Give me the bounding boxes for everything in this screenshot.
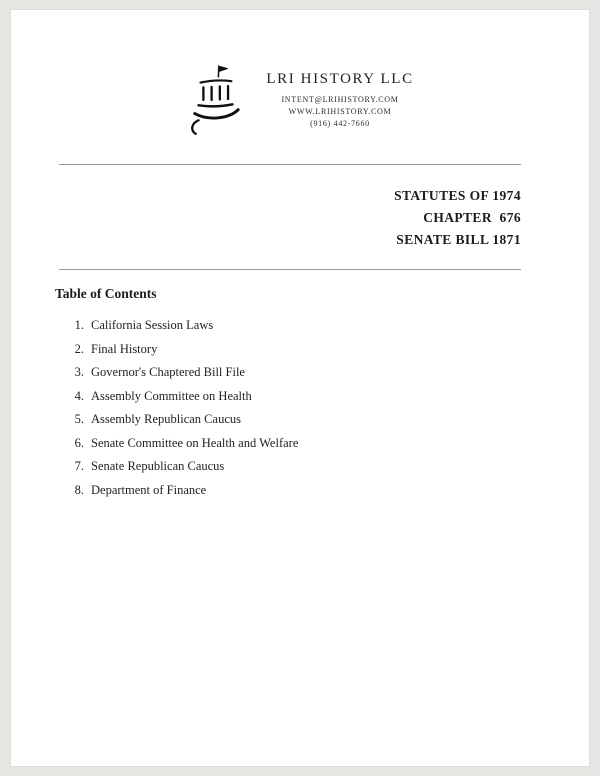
- toc-item: [70, 479, 589, 503]
- toc-item-number: 2.: [74, 341, 84, 356]
- toc-item-number: 7.: [74, 459, 84, 473]
- toc-item-label: Senate Republican Caucus: [91, 459, 225, 473]
- toc-item: [70, 361, 589, 385]
- toc-item: [70, 455, 589, 479]
- horizontal-rule-top: [59, 164, 521, 165]
- document-page: [11, 10, 589, 766]
- case-reference-block: [11, 185, 589, 251]
- toc-item: [70, 408, 589, 432]
- toc-item-label: Assembly Committee on Health: [91, 388, 252, 403]
- letterhead: [11, 62, 589, 138]
- toc-item-label: Senate Committee on Health and Welfare: [91, 435, 299, 450]
- toc-list: [70, 314, 589, 502]
- company-phone: (916) 442-7660: [310, 118, 370, 128]
- company-name: LRI HISTORY LLC: [266, 70, 414, 87]
- toc-item-number: 4.: [74, 388, 84, 403]
- toc-item-label: Assembly Republican Caucus: [91, 412, 241, 426]
- statutes-line: STATUTES OF 1974: [394, 188, 521, 203]
- chapter-line: CHAPTER 676: [423, 210, 521, 225]
- toc-item-label: Department of Finance: [91, 482, 207, 497]
- toc-item: [70, 432, 589, 456]
- company-email: INTENT@LRIHISTORY.COM: [281, 94, 399, 104]
- capitol-logo-icon: [186, 62, 244, 138]
- horizontal-rule-bottom: [59, 269, 521, 270]
- toc-item-number: 6.: [74, 435, 84, 450]
- toc-item-number: 5.: [74, 412, 84, 426]
- toc-item-label: Final History: [91, 341, 158, 356]
- company-website: WWW.LRIHISTORY.COM: [288, 106, 392, 116]
- toc-heading: Table of Contents: [55, 286, 157, 301]
- toc-item-number: 8.: [74, 482, 84, 497]
- toc-item-number: 3.: [74, 365, 84, 379]
- toc-item-label: Governor's Chaptered Bill File: [91, 365, 245, 379]
- toc-item: [70, 338, 589, 362]
- toc-item-label: California Session Laws: [91, 318, 214, 332]
- toc-item: [70, 314, 589, 338]
- toc-item-number: 1.: [74, 318, 84, 332]
- letterhead-text: [266, 71, 413, 130]
- senate-bill-line: SENATE BILL 1871: [396, 232, 521, 247]
- toc-item: [70, 385, 589, 409]
